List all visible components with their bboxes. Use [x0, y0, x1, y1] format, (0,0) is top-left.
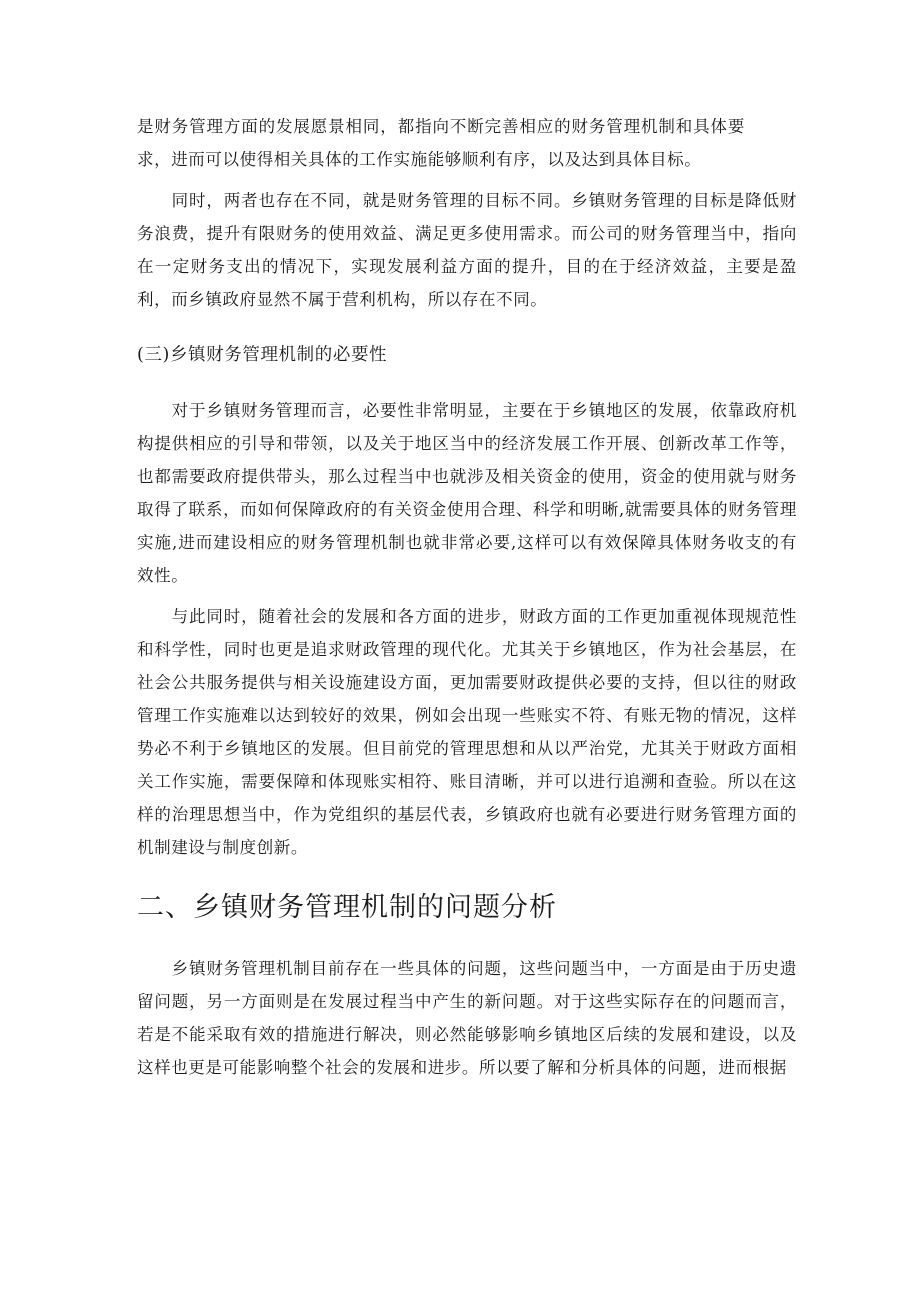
paragraph-continuation: 是财务管理方面的发展愿景相同，都指向不断完善相应的财务管理机制和具体要求，进而可以使得相关具体的工作实施能够顺利有序，以及达到具体目标。 — [137, 117, 745, 169]
paragraph-differences: 同时，两者也存在不同，就是财务管理的目标不同。乡镇财务管理的目标是降低财务浪费，提升有限财务的使用效益、满足更多使用需求。而公司的财务管理当中，指向在一定财务支出的情况下，实现发展利益方面的提升，目的在于经济效益，主要是盈利，而乡镇政府显然不属于营利机构，所以存在不同。 — [137, 191, 797, 309]
paragraph-necessity: 对于乡镇财务管理而言，必要性非常明显，主要在于乡镇地区的发展，依靠政府机构提供相应的引导和带领，以及关于地区当中的经济发展工作开展、创新改革工作等，也都需要政府提供带头，那么过程当中也就涉及相关资金的使用，资金的使用就与财务取得了联系，而如何保障政府的有关资金使用合理、科学和明晰,就需要具体的财务管理实施,进而建设相应的财务管理机制也就非常必要,这样可以有效保障具体财务收支的有效性。 — [137, 401, 797, 585]
paragraph-modernization: 与此同时，随着社会的发展和各方面的进步，财政方面的工作更加重视体现规范性和科学性，同时也更是追求财政管理的现代化。尤其关于乡镇地区，作为社会基层，在社会公共服务提供与相关设施建设方面，更加需要财政提供必要的支持，但以往的财政管理工作实施难以达到较好的效果，例如会出现一些账实不符、有账无物的情况，这样势必不利于乡镇地区的发展。但目前党的管理思想和从以严治党，尤其关于财政方面相关工作实施，需要保障和体现账实相符、账目清晰，并可以进行追溯和查验。所以在这样的治理思想当中，作为党组织的基层代表，乡镇政府也就有必要进行财务管理方面的机制建设与制度创新。 — [137, 607, 797, 857]
section-subheading-necessity: (三)乡镇财务管理机制的必要性 — [137, 345, 388, 365]
paragraph-problem-intro: 乡镇财务管理机制目前存在一些具体的问题，这些问题当中，一方面是由于历史遗留问题，另一方面则是在发展过程当中产生的新问题。对于这些实际存在的问题而言，若是不能采取有效的措施进行解决，则必然能够影响乡镇地区后续的发展和建设，以及这样也更是可能影响整个社会的发展和进步。所以要了解和分析具体的问题，进而根据 — [137, 959, 797, 1077]
section-heading-problem-analysis: 二、乡镇财务管理机制的问题分析 — [137, 892, 557, 923]
document-page — [137, 110, 797, 1084]
